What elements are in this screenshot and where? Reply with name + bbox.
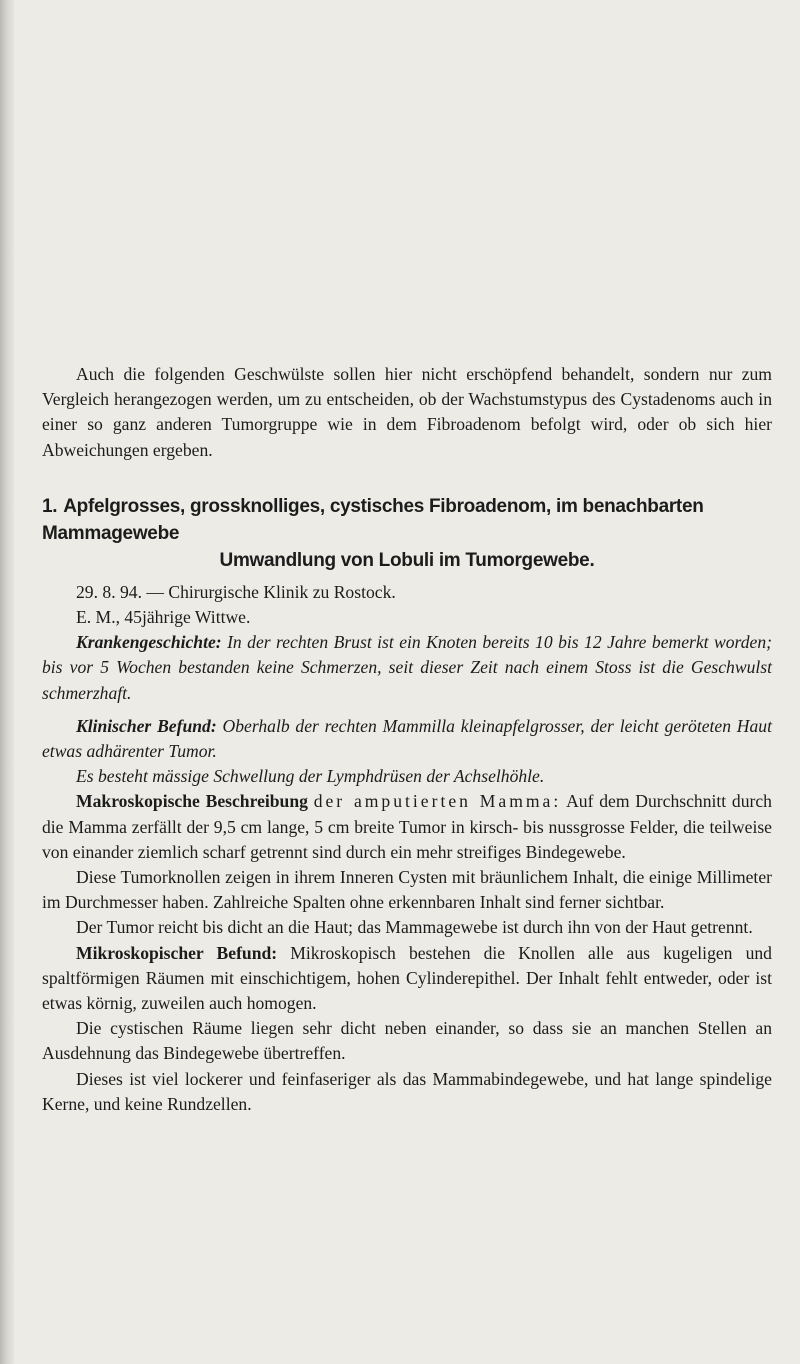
macro-paragraph (42, 789, 772, 865)
macro-label-spaced: der amputierten Mamma: (313, 791, 562, 812)
case-heading (42, 493, 772, 574)
micro-paragraph (42, 941, 772, 1017)
case-title-line2: Umwandlung von Lobuli im Tumorgewebe. (219, 549, 595, 571)
case-date-clinic: 29. 8. 94. — Chirurgische Klinik zu Rostock. (76, 581, 396, 602)
clinical-paragraph (42, 714, 772, 764)
clinical-text: Oberhalb der rechten Mammilla kleinapfelgrosser, der leicht geröteten Haut etwas adhärenter Tumor. (42, 715, 772, 762)
micro-label: Mikroskopischer Befund: (76, 942, 278, 963)
macro-paragraph-2: Diese Tumorknollen zeigen in ihrem Inneren Cysten mit bräunlichem Inhalt, die einige Millimeter im Durchmesser haben. Zahlreiche Spalten ohne erkennbaren Inhalt sind ferner sichtbar. (42, 867, 772, 913)
case-patient: E. M., 45jährige Wittwe. (76, 607, 251, 628)
history-text: In der rechten Brust ist ein Knoten bereits 10 bis 12 Jahre bemerkt worden; bis vor 5 Wochen bestanden keine Schmerzen, seit dieser Zeit nach einem Stoss ist die Geschwulst schmerzhaft. (42, 632, 772, 703)
case-number: 1. (42, 495, 58, 517)
micro-text: Mikroskopisch bestehen die Knollen alle aus kugeligen und spaltförmigen Räumen mit einschichtigem, hohen Cylinderepithel. Der Inhalt fehlt entweder, oder ist etwas körnig, zuweilen auch homogen. (42, 942, 772, 1014)
micro-paragraph-2: Die cystischen Räume liegen sehr dicht neben einander, so dass sie an manchen Stellen an Ausdehnung das Bindegewebe übertreffen. (42, 1018, 772, 1064)
book-spine-shadow (0, 0, 14, 1364)
macro-paragraph-3: Der Tumor reicht bis dicht an die Haut; das Mammagewebe ist durch ihn von der Haut getrennt. (76, 917, 753, 938)
micro-paragraph-3: Dieses ist viel lockerer und feinfaseriger als das Mammabindegewebe, und hat lange spindelige Kerne, und keine Rundzellen. (42, 1068, 772, 1114)
page-content (42, 362, 772, 1117)
history-paragraph (42, 630, 772, 706)
intro-paragraph: Auch die folgenden Geschwülste sollen hier nicht erschöpfend behandelt, sondern nur zum Vergleich herangezogen werden, um zu entscheiden, ob der Wachstumstypus des Cystadenoms auch in einer so ganz anderen Tumorgruppe wie in dem Fibroadenom befolgt wird, oder ob sich hier Abweichungen ergeben. (42, 364, 772, 460)
case-title-line1: Apfelgrosses, grossknolliges, cystisches Fibroadenom, im benachbarten Mammagewebe (42, 495, 704, 544)
history-label: Krankengeschichte: (76, 632, 222, 653)
macro-text: Auf dem Durchschnitt durch die Mamma zerfällt der 9,5 cm lange, 5 cm breite Tumor in kirsch- bis nussgrosse Felder, die teilweise von einander ziemlich scharf getrennt sind durch ein mehr streifiges Bindegewebe. (42, 791, 772, 862)
clinical-text-2: Es besteht mässige Schwellung der Lymphdrüsen der Achselhöhle. (76, 766, 545, 787)
macro-label: Makroskopische Beschreibung (76, 791, 308, 812)
clinical-label: Klinischer Befund: (76, 715, 217, 736)
